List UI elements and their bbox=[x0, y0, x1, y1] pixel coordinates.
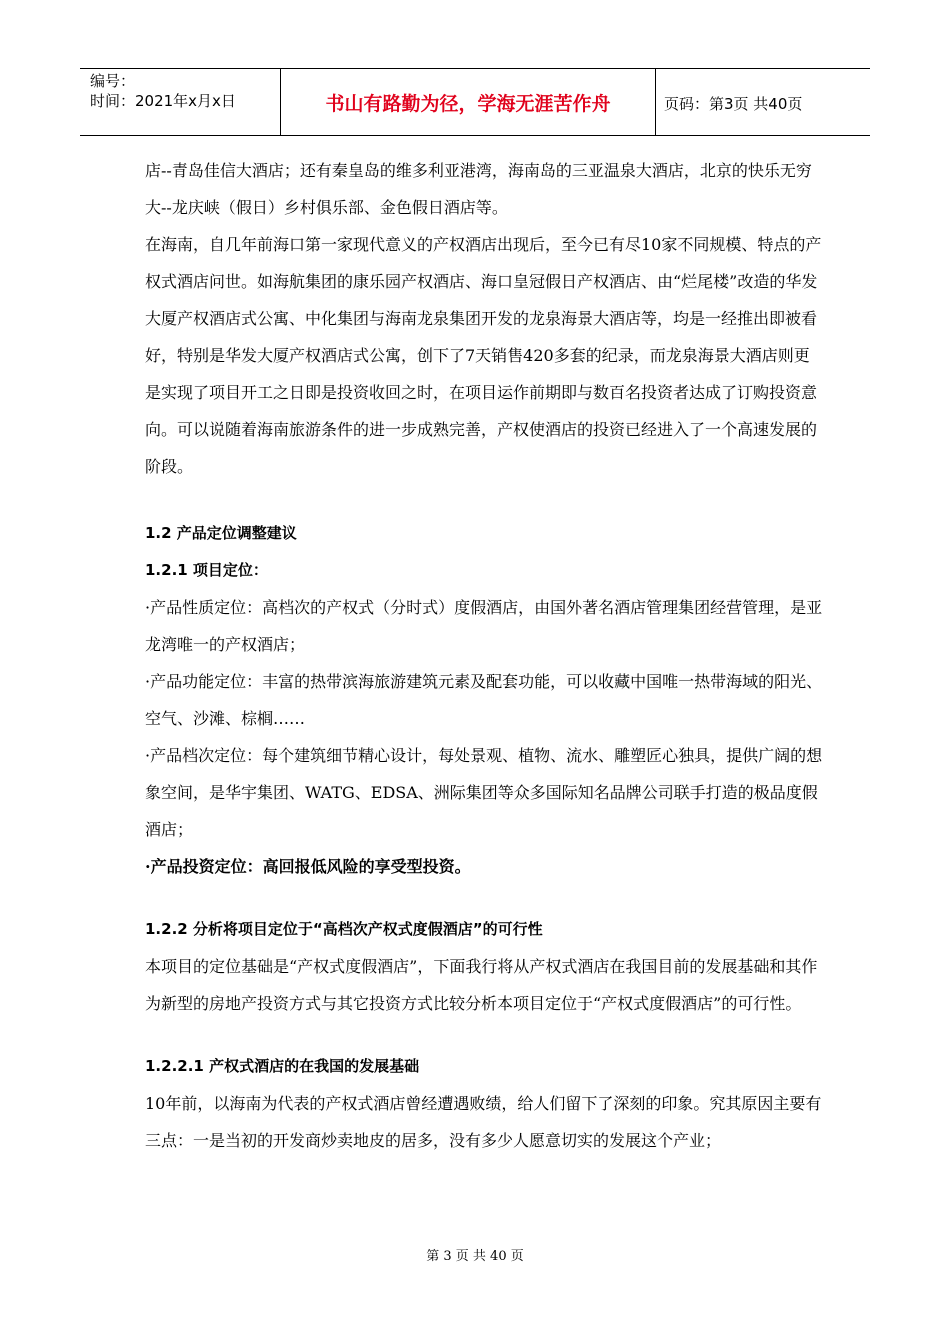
subsubsection-heading: 1.2.2.1 产权式酒店的在我国的发展基础 bbox=[145, 1057, 420, 1075]
page-header bbox=[80, 68, 870, 136]
document-time-label: 时间：2021年x月x日 bbox=[90, 92, 236, 110]
header-left-cell bbox=[80, 69, 280, 135]
subsection-heading: 1.2.2 分析将项目定位于“高档次产权式度假酒店”的可行性 bbox=[145, 920, 543, 938]
document-body bbox=[145, 152, 825, 1159]
page-footer: 第 3 页 共 40 页 bbox=[426, 1249, 524, 1264]
paragraph: 店--青岛佳信大酒店；还有秦皇岛的维多利亚港湾，海南岛的三亚温泉大酒店，北京的快乐无穷大--龙庆峡（假日）乡村俱乐部、金色假日酒店等。 bbox=[145, 161, 812, 217]
paragraph: 在海南，自几年前海口第一家现代意义的产权酒店出现后，至今已有尽10家不同规模、特点的产权式酒店问世。如海航集团的康乐园产权酒店、海口皇冠假日产权酒店、由“烂尾楼”改造的华发大厦产权酒店式公寓、中化集团与海南龙泉集团开发的龙泉海景大酒店等，均是一经推出即被看好，特别是华发大厦产权酒店式公寓，创下了7天销售420多套的纪录，而龙泉海景大酒店则更是实现了项目开工之日即是投资收回之时，在项目运作前期即与数百名投资者达成了订购投资意向。可以说随着海南旅游条件的进一步成熟完善，产权使酒店的投资已经进入了一个高速发展的阶段。 bbox=[145, 235, 822, 476]
document-number-label: 编号： bbox=[90, 72, 136, 90]
header-motto: 书山有路勤为径，学海无涯苦作舟 bbox=[280, 69, 656, 135]
bullet-item-bold: ·产品投资定位：高回报低风险的享受型投资。 bbox=[145, 857, 471, 876]
paragraph: 本项目的定位基础是“产权式度假酒店”，下面我行将从产权式酒店在我国目前的发展基础和其作为新型的房地产投资方式与其它投资方式比较分析本项目定位于“产权式度假酒店”的可行性。 bbox=[145, 957, 818, 1013]
bullet-item: ·产品档次定位：每个建筑细节精心设计，每处景观、植物、流水、雕塑匠心独具，提供广阔的想象空间，是华宇集团、WATG、EDSA、洲际集团等众多国际知名品牌公司联手打造的极品度假酒店； bbox=[145, 746, 823, 839]
paragraph: 10年前，以海南为代表的产权式酒店曾经遭遇败绩，给人们留下了深刻的印象。究其原因主要有三点：一是当初的开发商炒卖地皮的居多，没有多少人愿意切实的发展这个产业； bbox=[145, 1094, 822, 1150]
header-page-info: 页码：第3页 共40页 bbox=[664, 95, 803, 113]
subsection-heading: 1.2.1 项目定位： bbox=[145, 561, 268, 579]
section-heading: 1.2 产品定位调整建议 bbox=[145, 524, 297, 542]
bullet-item: ·产品性质定位：高档次的产权式（分时式）度假酒店，由国外著名酒店管理集团经营管理，是亚龙湾唯一的产权酒店； bbox=[145, 598, 823, 654]
bullet-item: ·产品功能定位：丰富的热带滨海旅游建筑元素及配套功能，可以收藏中国唯一热带海域的阳光、空气、沙滩、棕榈…… bbox=[145, 672, 823, 728]
